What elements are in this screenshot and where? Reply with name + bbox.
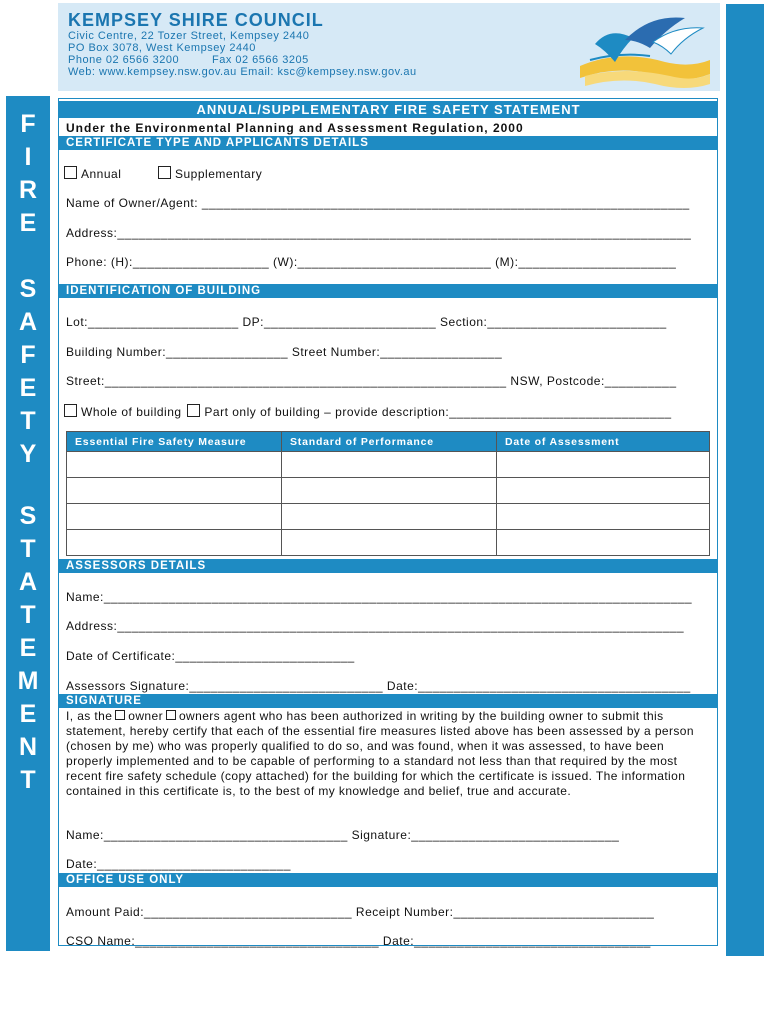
- table-row: [67, 452, 710, 478]
- building-street-number-fields[interactable]: Building Number:_________________ Street Number:_________________: [66, 345, 503, 359]
- supplementary-label: Supplementary: [175, 167, 263, 181]
- side-title-letter: R: [18, 176, 38, 204]
- assessor-name-field[interactable]: Name:__________________________________________________________________________________: [66, 590, 693, 604]
- table-cell[interactable]: [282, 478, 497, 504]
- street-postcode-fields[interactable]: Street:________________________________________________________ NSW, Postcode:__________: [66, 374, 677, 388]
- right-accent-band: [726, 4, 764, 956]
- annual-option[interactable]: [64, 166, 121, 181]
- council-web: Web: www.kempsey.nsw.gov.au Email: ksc@kempsey.nsw.gov.au: [68, 66, 417, 78]
- owner-label: owner: [128, 709, 163, 723]
- table-cell[interactable]: [282, 452, 497, 478]
- table-cell[interactable]: [282, 504, 497, 530]
- side-title-letter: A: [18, 568, 38, 596]
- table-row: [67, 530, 710, 556]
- council-address: Civic Centre, 22 Tozer Street, Kempsey 2440: [68, 30, 310, 42]
- certification-statement: [66, 709, 706, 799]
- building-scope-options[interactable]: [64, 404, 672, 419]
- council-po-box: PO Box 3078, West Kempsey 2440: [68, 42, 256, 54]
- section-office-use: OFFICE USE ONLY: [59, 873, 718, 887]
- side-title-letter: Y: [19, 440, 37, 468]
- side-title-letter: T: [20, 601, 36, 629]
- council-phone: Phone 02 6566 3200: [68, 54, 180, 66]
- owner-agent-field[interactable]: Name of Owner/Agent: ____________________________________________________________________: [66, 196, 690, 210]
- side-title-letter: A: [18, 308, 38, 336]
- side-title-letter: M: [17, 667, 39, 695]
- side-title-letter: T: [20, 407, 36, 435]
- side-title-letter: F: [20, 341, 36, 369]
- lot-dp-section-fields[interactable]: Lot:_____________________ DP:________________________ Section:_________________________: [66, 315, 667, 329]
- table-header-measure: Essential Fire Safety Measure: [67, 432, 282, 452]
- annual-checkbox[interactable]: [64, 166, 77, 179]
- assessor-signature-date-fields[interactable]: Assessors Signature:___________________________ Date:______________________________________: [66, 679, 691, 693]
- table-row: [67, 504, 710, 530]
- table-header-standard: Standard of Performance: [282, 432, 497, 452]
- phone-fields[interactable]: Phone: (H):___________________ (W):___________________________ (M):______________________: [66, 255, 677, 269]
- section-building-identification: IDENTIFICATION OF BUILDING: [59, 284, 718, 298]
- amount-receipt-fields[interactable]: Amount Paid:_____________________________ Receipt Number:____________________________: [66, 905, 655, 919]
- council-logo: [575, 4, 710, 90]
- side-title-letter: I: [24, 143, 32, 171]
- side-title-letter: E: [19, 209, 37, 237]
- table-header-date: Date of Assessment: [497, 432, 710, 452]
- side-title-letter: N: [18, 733, 38, 761]
- supplementary-checkbox[interactable]: [158, 166, 171, 179]
- table-row: [67, 478, 710, 504]
- council-fax: Fax 02 6566 3205: [212, 54, 309, 66]
- side-title-letter: T: [20, 535, 36, 563]
- supplementary-option[interactable]: [158, 166, 262, 181]
- certificate-date-field[interactable]: Date of Certificate:_________________________: [66, 649, 355, 663]
- table-cell[interactable]: [67, 504, 282, 530]
- table-cell[interactable]: [282, 530, 497, 556]
- section-assessors-details: ASSESSORS DETAILS: [59, 559, 718, 573]
- assessor-address-field[interactable]: Address:_______________________________________________________________________________: [66, 619, 685, 633]
- table-cell[interactable]: [67, 478, 282, 504]
- regulation-subtitle: Under the Environmental Planning and Assessment Regulation, 2000: [66, 121, 524, 135]
- form-title: ANNUAL/SUPPLEMENTARY FIRE SAFETY STATEMENT: [59, 101, 718, 118]
- side-title-letter: E: [19, 700, 37, 728]
- section-signature: SIGNATURE: [59, 694, 718, 708]
- table-cell[interactable]: [497, 478, 710, 504]
- owners-agent-checkbox[interactable]: [166, 710, 176, 720]
- whole-building-checkbox[interactable]: [64, 404, 77, 417]
- side-title-letter: E: [19, 374, 37, 402]
- certification-intro: I, as the: [66, 709, 113, 723]
- signatory-name-signature-fields[interactable]: Name:__________________________________ Signature:_____________________________: [66, 828, 620, 842]
- side-title-letter: E: [19, 634, 37, 662]
- cso-name-date-fields[interactable]: CSO Name:__________________________________ Date:_________________________________: [66, 934, 651, 948]
- table-cell[interactable]: [497, 452, 710, 478]
- whole-building-label: Whole of building: [81, 405, 182, 419]
- owners-agent-label: owners agent who has been authorized in writing by the building owner to: [178, 709, 599, 723]
- annual-label: Annual: [81, 167, 122, 181]
- part-building-label[interactable]: Part only of building – provide description:_______________________________: [204, 405, 672, 419]
- council-name: KEMPSEY SHIRE COUNCIL: [68, 10, 324, 30]
- signatory-date-field[interactable]: Date:___________________________: [66, 857, 291, 871]
- side-title-letter: S: [19, 502, 37, 530]
- fire-safety-measures-table: [66, 431, 710, 556]
- certification-body: submit this statement, hereby certify that each of the essential fire measures listed above has been assessed by a person (chosen by me) who was properly qualified to do so, and was found, when it was assessed, to have been properly implemented and to be capable of performing to a standard not less than that required by the most recent fire safety schedule (copy attached) for the building for which the certificate is issued. The information contained in this certificate is, to the best of my knowledge and belief, true and accurate.: [66, 709, 694, 798]
- table-cell[interactable]: [497, 504, 710, 530]
- applicant-address-field[interactable]: Address:________________________________________________________________________________: [66, 226, 692, 240]
- side-title-letter: F: [20, 110, 36, 138]
- side-title-letter: S: [19, 275, 37, 303]
- part-building-checkbox[interactable]: [187, 404, 200, 417]
- table-cell[interactable]: [67, 530, 282, 556]
- table-cell[interactable]: [497, 530, 710, 556]
- table-cell[interactable]: [67, 452, 282, 478]
- owner-checkbox[interactable]: [115, 710, 125, 720]
- side-title-letter: T: [20, 766, 36, 794]
- section-certificate-type: CERTIFICATE TYPE AND APPLICANTS DETAILS: [59, 136, 718, 150]
